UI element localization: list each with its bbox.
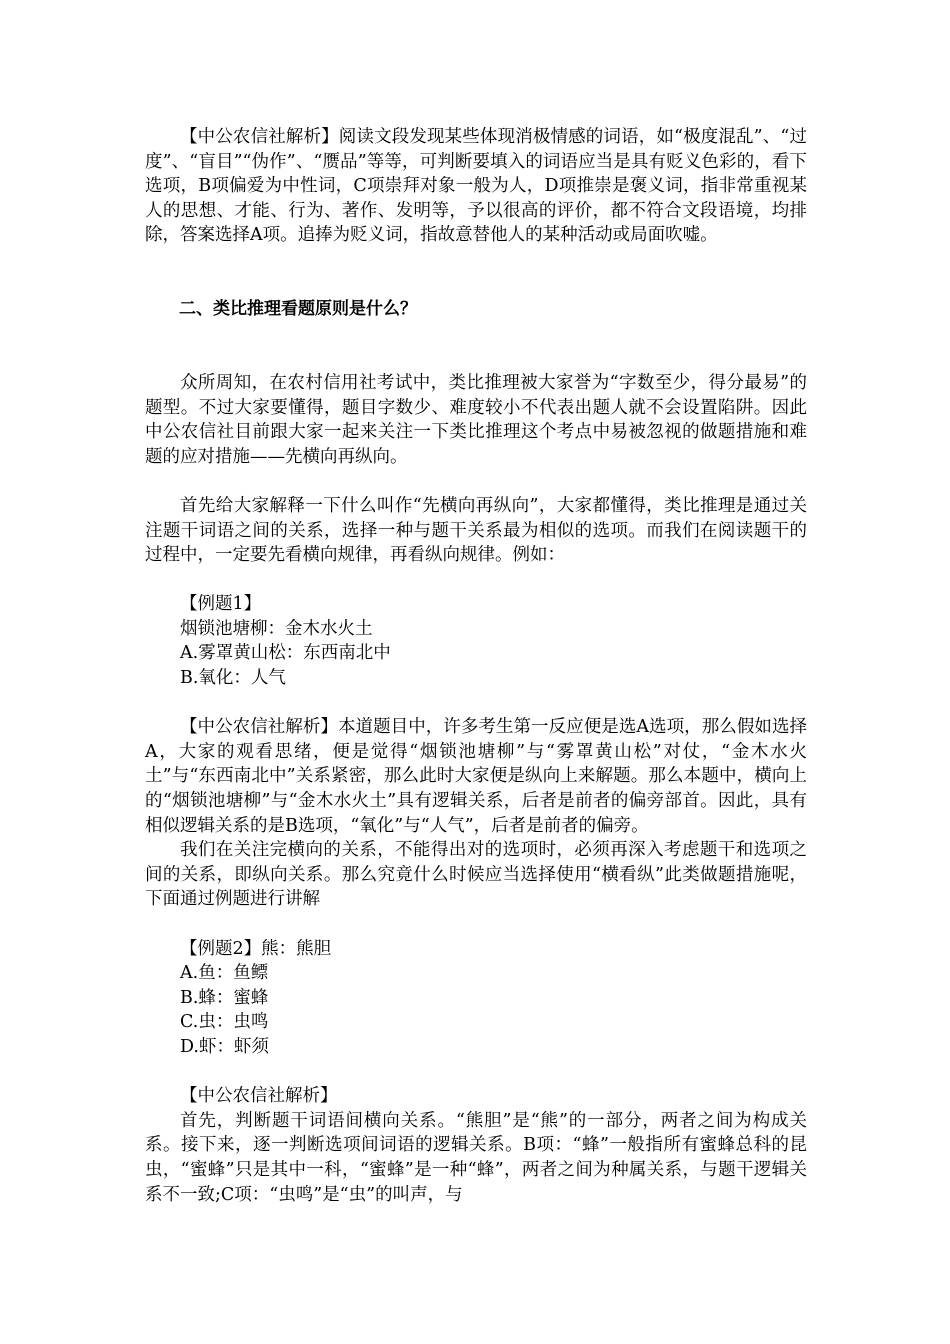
spacer bbox=[145, 568, 807, 593]
spacer bbox=[145, 346, 807, 371]
spacer bbox=[145, 469, 807, 494]
example-2-title: 【例题2】熊：熊胆 bbox=[180, 938, 332, 959]
example-2-option-a: A.鱼：鱼鳔 bbox=[180, 963, 269, 984]
spacer bbox=[145, 322, 807, 347]
example-1-followup: 我们在关注完横向的关系，不能得出对的选项时，必须再深入考虑题干和选项之间的关系，即纵向关系。那么究竟什么时候应当选择使用“横看纵”此类做题措施呢，下面通过例题进行讲解 bbox=[145, 840, 807, 910]
analysis-paragraph-1: 【中公农信社解析】阅读文段发现某些体现消极情感的词语，如“极度混乱”、“过度”、“盲目”“伪作”、“赝品”等等，可判断要填入的词语应当是具有贬义色彩的，看下选项，B项偏爱为中性词，C项崇拜对象一般为人，D项推崇是褒义词，指非常重视某人的思想、才能、行为、著作、发明等，予以很高的评价，都不符合文段语境，均排除，答案选择A项。追捧为贬义词，指故意替他人的某种活动或局面吹嘘。 bbox=[145, 127, 807, 246]
intro-paragraph: 众所周知，在农村信用社考试中，类比推理被大家誉为“字数至少，得分最易”的题型。不过大家要懂得，题目字数少、难度较小不代表出题人就不会设置陷阱。因此中公农信社目前跟大家一起来关注一下类比推理这个考点中易被忽视的做题措施和难题的应对措施——先横向再纵向。 bbox=[145, 372, 807, 467]
example-1-option-b: B.氧化：人气 bbox=[180, 668, 286, 689]
explain-paragraph: 首先给大家解释一下什么叫作“先横向再纵向”，大家都懂得，类比推理是通过关注题干词语之间的关系，选择一种与题干关系最为相似的选项。而我们在阅读题干的过程中，一定要先看横向规律，再看纵向规律。例如： bbox=[145, 495, 807, 566]
spacer bbox=[145, 1060, 807, 1085]
section-heading: 二、类比推理看题原则是什么？ bbox=[179, 299, 417, 320]
example-2-analysis-label: 【中公农信社解析】 bbox=[180, 1086, 338, 1107]
spacer bbox=[145, 248, 807, 273]
example-1-stem: 烟锁池塘柳：金木水火土 bbox=[180, 618, 373, 639]
document-page bbox=[145, 125, 807, 1207]
spacer bbox=[145, 273, 807, 298]
example-2-option-c: C.虫：虫鸣 bbox=[180, 1012, 269, 1033]
example-2-option-d: D.虾：虾须 bbox=[180, 1036, 269, 1057]
example-1-option-a: A.雾罩黄山松：东西南北中 bbox=[180, 643, 391, 664]
spacer bbox=[145, 691, 807, 716]
example-1-title: 【例题1】 bbox=[180, 594, 262, 615]
example-1-analysis: 【中公农信社解析】本道题目中，许多考生第一反应便是选A选项，那么假如选择A，大家的观看思绪，便是觉得“烟锁池塘柳”与“雾罩黄山松”对仗，“金木水火土”与“东西南北中”关系紧密，那么此时大家便是纵向上来解题。那么本题中，横向上的“烟锁池塘柳”与“金木水火土”具有逻辑关系，后者是前者的偏旁部首。因此，具有相似逻辑关系的是B选项，“氧化”与“人气”，后者是前者的偏旁。 bbox=[145, 717, 807, 836]
example-2-analysis: 首先，判断题干词语间横向关系。“熊胆”是“熊”的一部分，两者之间为构成关系。接下来，逐一判断选项间词语的逻辑关系。B项：“蜂”一般指所有蜜蜂总科的昆虫，“蜜蜂”只是其中一科，“蜜蜂”是一种“蜂”，两者之间为种属关系，与题干逻辑关系不一致;C项：“虫鸣”是“虫”的叫声，与 bbox=[145, 1110, 807, 1205]
spacer bbox=[145, 912, 807, 937]
example-2-option-b: B.蜂：蜜蜂 bbox=[180, 987, 269, 1008]
